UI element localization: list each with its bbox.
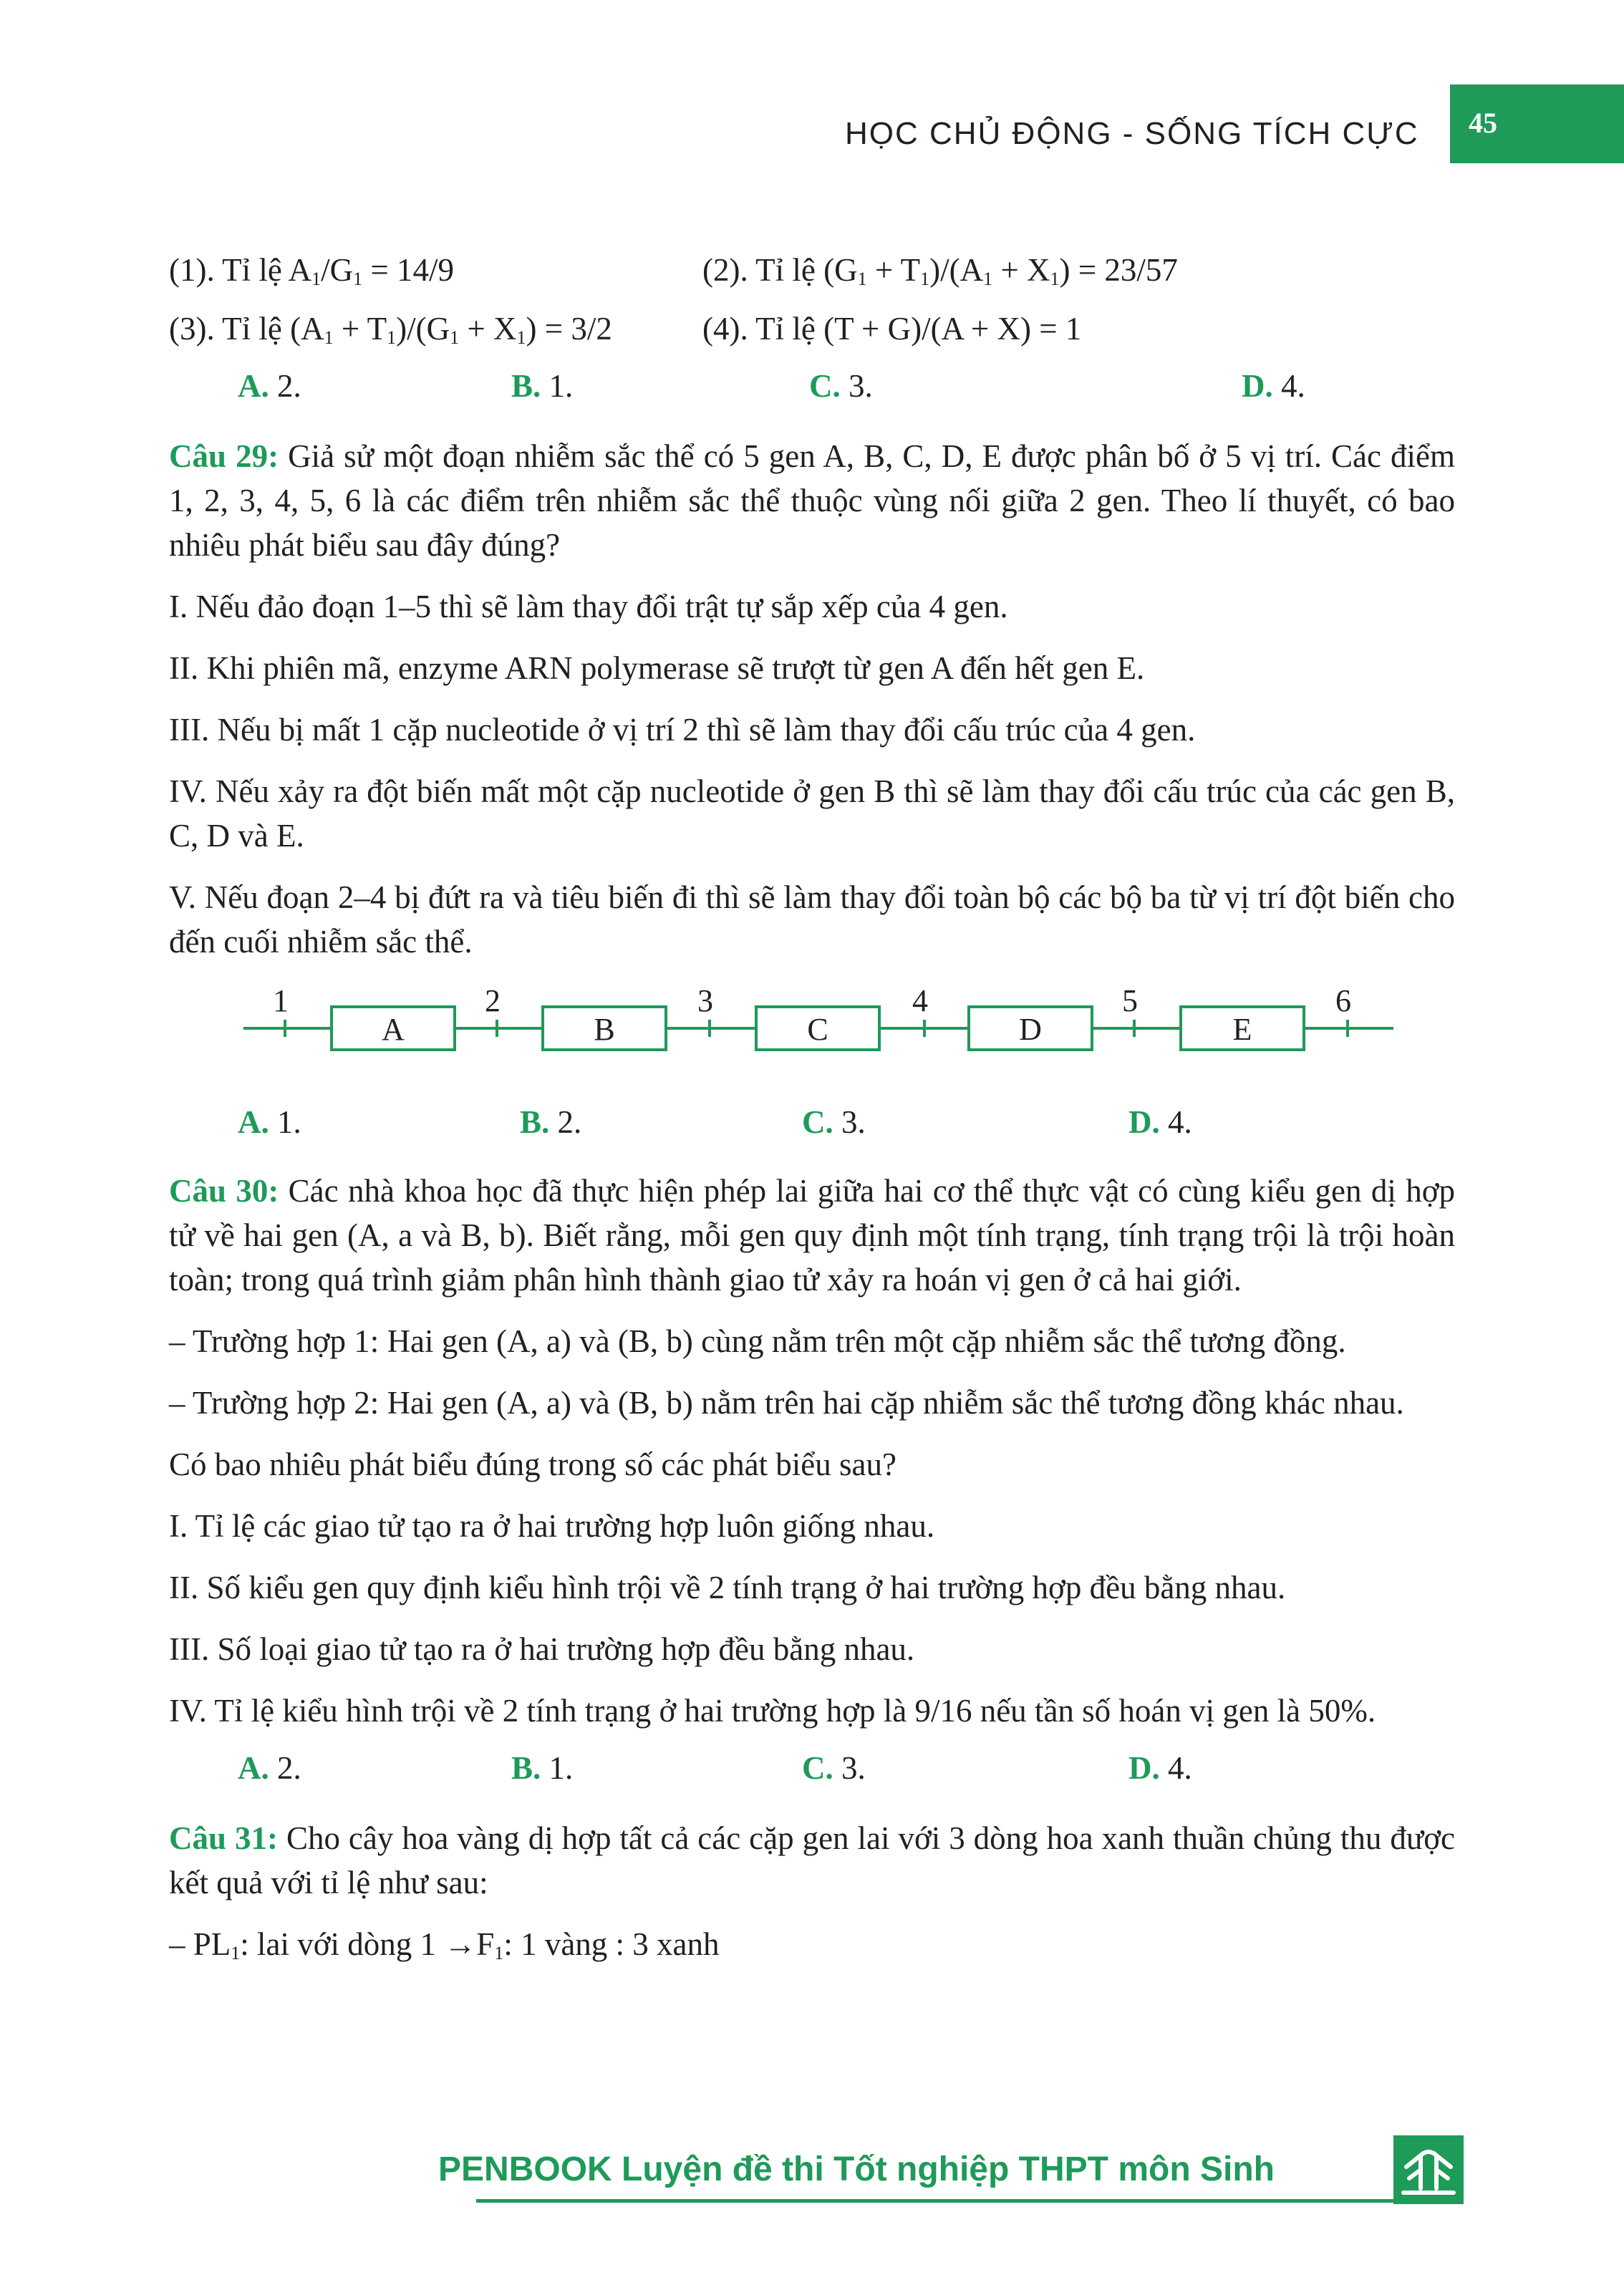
page-number-box — [1450, 84, 1624, 163]
q29-statement-1: I. Nếu đảo đoạn 1–5 thì sẽ làm thay đổi trật tự sắp xếp của 4 gen. — [169, 589, 1008, 624]
q29-statement-4: IV. Nếu xảy ra đột biến mất một cặp nucleotide ở gen B thì sẽ làm thay đổi cấu trúc của các gen B, C, D và E. — [169, 773, 1455, 854]
q30-question: Có bao nhiêu phát biểu đúng trong số các phát biểu sau? — [169, 1446, 896, 1482]
q30-option-a[interactable]: A. 2. — [238, 1750, 301, 1786]
q28-statement-1: (1). Tỉ lệ $A_1/G_1 = 14/9$ — [169, 252, 455, 289]
q29-option-b[interactable]: B. 2. — [520, 1104, 582, 1140]
q28-option-d[interactable]: D. 4. — [1242, 368, 1305, 404]
q30-case-2: – Trường hợp 2: Hai gen (A, a) và (B, b) nằm trên hai cặp nhiễm sắc thể tương đồng khác nhau. — [169, 1385, 1404, 1421]
q30-case-1: – Trường hợp 1: Hai gen (A, a) và (B, b) cùng nằm trên một cặp nhiễm sắc thể tương đồng. — [169, 1323, 1346, 1359]
q28-statements-row-1 — [169, 248, 1455, 292]
q31-pl1: – $PL_1$: lai với dòng $1 \to F_1$: 1 vàng : 3 xanh — [169, 1926, 720, 1964]
chromosome-diagram-svg — [169, 978, 1455, 1086]
q31-stem: Câu 31: Cho cây hoa vàng dị hợp tất cả các cặp gen lai với 3 dòng hoa xanh thuần chủng thu được kết quả với tỉ lệ như sau: — [169, 1820, 1455, 1900]
running-header: HỌC CHỦ ĐỘNG - SỐNG TÍCH CỰC — [845, 116, 1419, 151]
q29-option-a[interactable]: A. 1. — [238, 1104, 301, 1140]
gene-label-C: C — [807, 1012, 828, 1047]
q28-statements-row-2 — [169, 306, 1455, 351]
page-content — [169, 248, 1455, 1966]
breakpoint-label-3: 3 — [697, 983, 713, 1018]
footer-title: PENBOOK Luyện đề thi Tốt nghiệp THPT môn Sinh — [438, 2150, 1275, 2188]
q29-option-c[interactable]: C. 3. — [802, 1104, 866, 1140]
q30-statement-2: II. Số kiểu gen quy định kiểu hình trội về 2 tính trạng ở hai trường hợp đều bằng nhau. — [169, 1570, 1286, 1605]
q28-options — [169, 364, 1455, 408]
breakpoint-label-4: 4 — [912, 983, 928, 1018]
q29-stem: Câu 29: Giả sử một đoạn nhiễm sắc thể có 5 gen A, B, C, D, E được phân bố ở 5 vị trí. Các điểm 1, 2, 3, 4, 5, 6 là các điểm trên nhiễm sắc thể thuộc vùng nối giữa 2 gen. Theo lí thuyết, có bao nhiêu phát biểu sau đây đúng? — [169, 438, 1455, 563]
gene-label-A: A — [382, 1012, 405, 1047]
q30-stem: Câu 30: Các nhà khoa học đã thực hiện phép lai giữa hai cơ thể thực vật có cùng kiểu gen dị hợp tử về hai gen (A, a và B, b). Biết rằng, mỗi gen quy định một tính trạng, tính trạng trội là trội hoàn toàn; trong quá trình giảm phân hình thành giao tử xảy ra hoán vị gen ở cả hai giới. — [169, 1173, 1455, 1298]
q30-statement-4: IV. Tỉ lệ kiểu hình trội về 2 tính trạng ở hai trường hợp là 9/16 nếu tần số hoán vị gen là 50%. — [169, 1693, 1376, 1729]
footer-rule — [476, 2199, 1393, 2203]
page-number: 45 — [1469, 107, 1497, 139]
penbook-logo-icon-svg — [1393, 2135, 1464, 2204]
chromosome-diagram — [169, 978, 1455, 1086]
q28-statement-4: (4). Tỉ lệ (T + G)/(A + X) = 1 — [702, 311, 1082, 347]
breakpoint-label-5: 5 — [1122, 983, 1138, 1018]
q28-option-b[interactable]: B. 1. — [511, 368, 574, 404]
q30-option-c[interactable]: C. 3. — [802, 1750, 866, 1786]
q30-option-d[interactable]: D. 4. — [1128, 1750, 1192, 1786]
q29-option-d[interactable]: D. 4. — [1128, 1104, 1192, 1140]
gene-label-B: B — [594, 1012, 615, 1047]
penbook-logo-icon — [1393, 2135, 1464, 2204]
q30-statement-3: III. Số loại giao tử tạo ra ở hai trường hợp đều bằng nhau. — [169, 1631, 915, 1667]
breakpoint-label-2: 2 — [485, 983, 501, 1018]
q30-option-b[interactable]: B. 1. — [511, 1750, 574, 1786]
q29-options — [169, 1100, 1455, 1144]
gene-label-E: E — [1232, 1012, 1252, 1047]
q30-options — [169, 1746, 1455, 1790]
q28-statement-2: (2). Tỉ lệ $(G_1 + T_1)/(A_1 + X_1) = 23/57$ — [702, 252, 1178, 289]
q29-statement-5: V. Nếu đoạn 2–4 bị đứt ra và tiêu biến đi thì sẽ làm thay đổi toàn bộ các bộ ba từ vị trí đột biến cho đến cuối nhiễm sắc thể. — [169, 879, 1455, 960]
q30-statement-1: I. Tỉ lệ các giao tử tạo ra ở hai trường hợp luôn giống nhau. — [169, 1508, 935, 1544]
gene-label-D: D — [1019, 1012, 1042, 1047]
q29-statement-2: II. Khi phiên mã, enzyme ARN polymerase sẽ trượt từ gen A đến hết gen E. — [169, 650, 1145, 686]
breakpoint-label-1: 1 — [273, 983, 289, 1018]
q28-statement-3: (3). Tỉ lệ $(A_1 + T_1)/(G_1 + X_1) = 3/2$ — [169, 311, 612, 348]
q28-option-a[interactable]: A. 2. — [238, 368, 301, 404]
q29-statement-3: III. Nếu bị mất 1 cặp nucleotide ở vị trí 2 thì sẽ làm thay đổi cấu trúc của 4 gen. — [169, 712, 1196, 748]
q28-option-c[interactable]: C. 3. — [809, 368, 873, 404]
breakpoint-label-6: 6 — [1335, 983, 1351, 1018]
